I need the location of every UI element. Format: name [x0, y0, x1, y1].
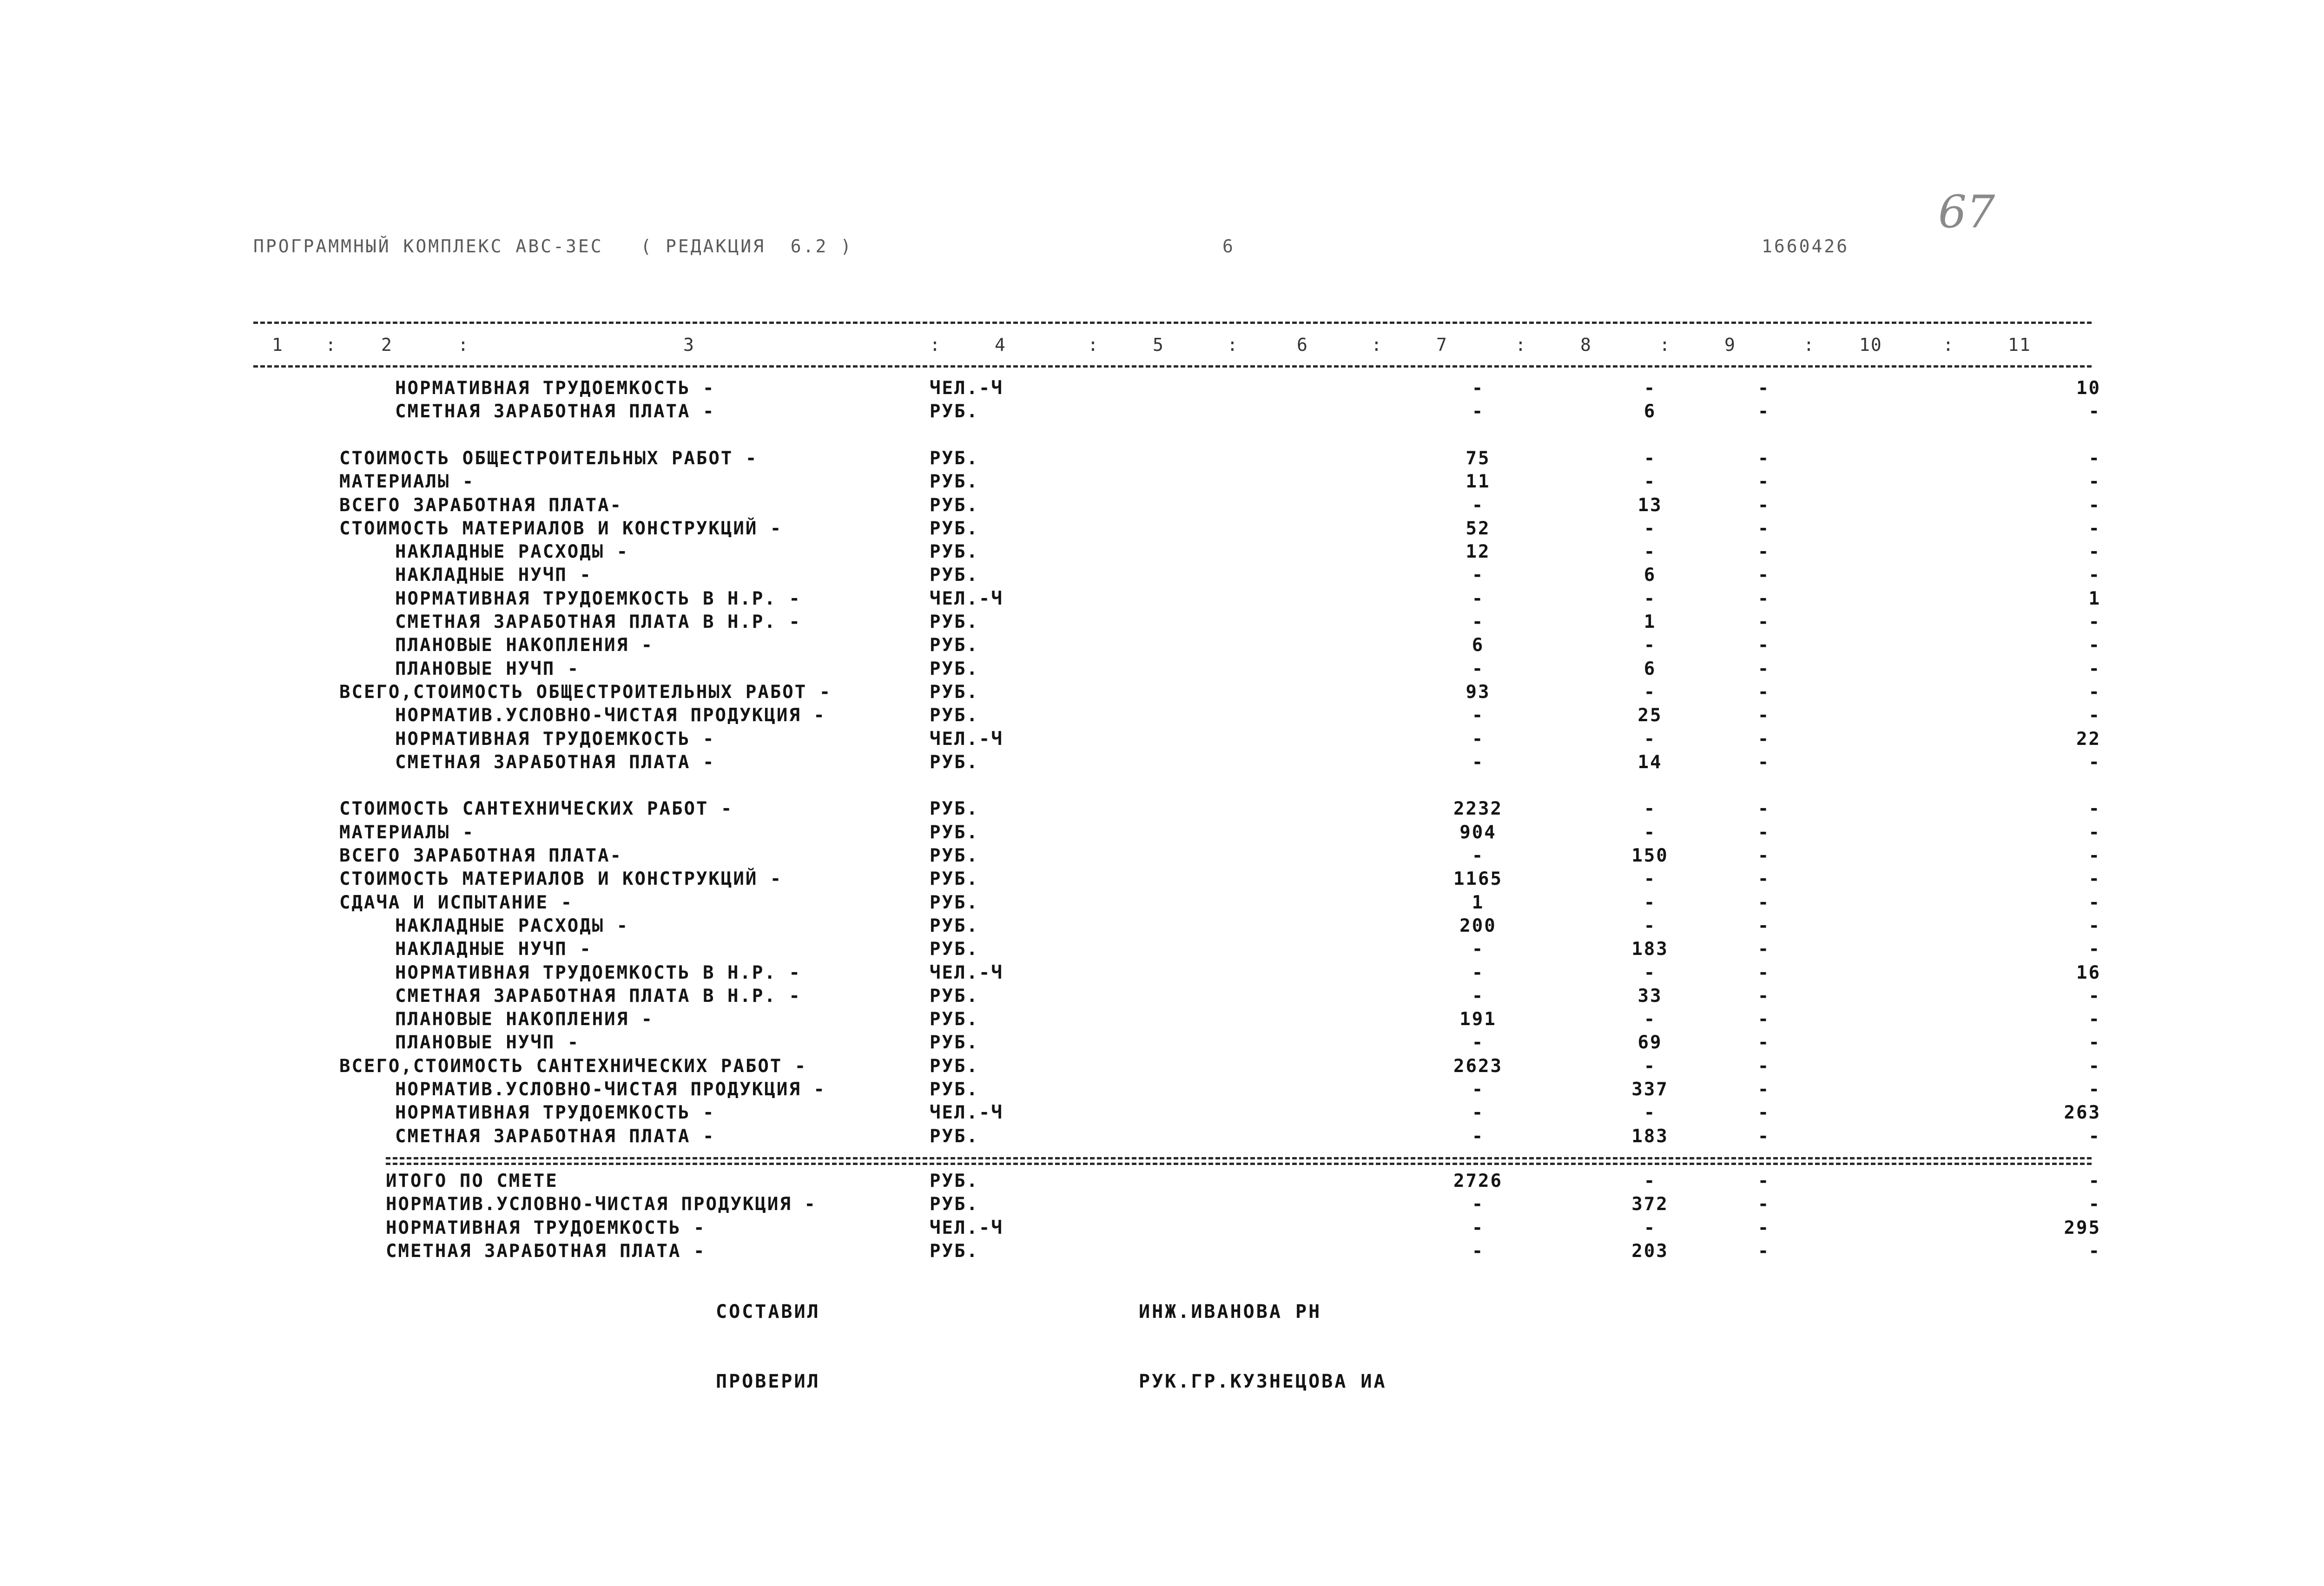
col9-value: -: [1757, 798, 1770, 820]
row-unit: РУБ.: [930, 494, 979, 516]
row-unit: РУБ.: [930, 565, 979, 586]
row-label: НОРМАТИВ.УСЛОВНО-ЧИСТАЯ ПРОДУКЦИЯ -: [395, 705, 826, 726]
table-row: [0, 962, 2324, 986]
col9-value: -: [1757, 1009, 1770, 1030]
col8-value: -: [1644, 892, 1657, 913]
col8-value: -: [1644, 471, 1657, 493]
col11-value: -: [2088, 798, 2101, 820]
col7-value: -: [1472, 1240, 1485, 1262]
row-label: НОРМАТИВ.УСЛОВНО-ЧИСТАЯ ПРОДУКЦИЯ -: [395, 1079, 826, 1100]
row-unit: РУБ.: [930, 915, 979, 936]
row-label: НАКЛАДНЫЕ НУЧП -: [395, 939, 592, 960]
table-row: [0, 892, 2324, 916]
row-label: СДАЧА И ИСПЫТАНИЕ -: [339, 892, 574, 913]
col11-value: -: [2088, 751, 2101, 773]
col8-value: 14: [1637, 751, 1663, 773]
row-unit: РУБ.: [930, 518, 979, 539]
row-unit: ЧЕЛ.-Ч: [930, 962, 1004, 983]
column-separator: :: [1227, 335, 1238, 355]
table-row: [0, 658, 2324, 682]
col8-value: -: [1644, 869, 1657, 890]
col11-value: -: [2088, 1125, 2101, 1147]
col8-value: -: [1644, 588, 1657, 609]
table-row: [0, 448, 2324, 472]
col9-value: -: [1757, 822, 1770, 843]
row-unit: РУБ.: [930, 751, 979, 773]
col9-value: -: [1757, 1079, 1770, 1100]
col9-value: -: [1757, 939, 1770, 960]
table-row: [0, 1032, 2324, 1056]
col9-value: -: [1757, 985, 1770, 1007]
row-label: НОРМАТИВ.УСЛОВНО-ЧИСТАЯ ПРОДУКЦИЯ -: [386, 1194, 817, 1215]
col7-value: 2726: [1453, 1171, 1503, 1191]
col8-value: -: [1644, 378, 1657, 399]
col11-value: -: [2088, 1171, 2101, 1191]
col7-value: -: [1472, 401, 1485, 422]
col9-value: -: [1757, 962, 1770, 983]
row-unit: РУБ.: [930, 798, 979, 820]
table-row: [0, 588, 2324, 612]
col11-value: -: [2088, 635, 2101, 656]
column-header-10: 10: [1859, 335, 1882, 355]
row-label: ПЛАНОВЫЕ НУЧП -: [395, 1032, 580, 1053]
row-unit: РУБ.: [930, 681, 979, 703]
row-label: СМЕТНАЯ ЗАРАБОТНАЯ ПЛАТА -: [395, 1125, 715, 1147]
row-unit: РУБ.: [930, 869, 979, 890]
col11-value: -: [2088, 565, 2101, 586]
row-unit: РУБ.: [930, 1171, 979, 1191]
row-label: НОРМАТИВНАЯ ТРУДОЕМКОСТЬ -: [386, 1217, 706, 1238]
column-header-1: 1: [272, 335, 284, 355]
col11-value: 22: [2076, 728, 2101, 750]
row-label: СМЕТНАЯ ЗАРАБОТНАЯ ПЛАТА В Н.Р. -: [395, 612, 801, 632]
row-label: СМЕТНАЯ ЗАРАБОТНАЯ ПЛАТА -: [386, 1240, 706, 1262]
table-row: [0, 634, 2324, 658]
col7-value: -: [1472, 845, 1485, 866]
row-label: ПЛАНОВЫЕ НУЧП -: [395, 658, 580, 679]
col11-value: -: [2088, 892, 2101, 913]
row-label: СТОИМОСТЬ ОБЩЕСТРОИТЕЛЬНЫХ РАБОТ -: [339, 448, 758, 469]
col9-value: -: [1757, 1102, 1770, 1124]
totals-rule-1: [386, 1157, 2092, 1159]
col9-value: -: [1757, 1240, 1770, 1262]
table-row: [0, 915, 2324, 939]
row-unit: ЧЕЛ.-Ч: [930, 588, 1004, 609]
row-unit: РУБ.: [930, 612, 979, 632]
handwritten-page-number: 67: [1938, 186, 1995, 238]
row-unit: РУБ.: [930, 1125, 979, 1147]
row-label: ВСЕГО ЗАРАБОТНАЯ ПЛАТА-: [339, 494, 623, 516]
col9-value: -: [1757, 1217, 1770, 1238]
col8-value: -: [1644, 448, 1657, 469]
col8-value: -: [1644, 541, 1657, 563]
col11-value: -: [2088, 1194, 2101, 1215]
col11-value: 295: [2064, 1217, 2101, 1238]
col7-value: -: [1472, 751, 1485, 773]
col8-value: 372: [1631, 1194, 1669, 1215]
col8-value: -: [1644, 962, 1657, 983]
column-header-2: 2: [381, 335, 393, 355]
column-separator: :: [930, 335, 940, 355]
column-separator: :: [1515, 335, 1526, 355]
col8-value: 69: [1637, 1032, 1663, 1053]
table-row: [0, 471, 2324, 495]
column-separator: :: [325, 335, 336, 355]
col9-value: -: [1757, 635, 1770, 656]
row-unit: РУБ.: [930, 985, 979, 1007]
col8-value: -: [1644, 728, 1657, 750]
column-separator: :: [1088, 335, 1098, 355]
col9-value: -: [1757, 494, 1770, 516]
row-label: НОРМАТИВНАЯ ТРУДОЕМКОСТЬ В Н.Р. -: [395, 588, 801, 609]
col7-value: 1165: [1453, 869, 1503, 890]
row-label: НОРМАТИВНАЯ ТРУДОЕМКОСТЬ В Н.Р. -: [395, 962, 801, 983]
table-row: [0, 938, 2324, 962]
table-row: [0, 611, 2324, 635]
col7-value: 6: [1472, 635, 1485, 656]
row-label: СТОИМОСТЬ САНТЕХНИЧЕСКИХ РАБОТ -: [339, 798, 733, 820]
row-unit: РУБ.: [930, 892, 979, 913]
table-row: [0, 377, 2324, 401]
table-row: [0, 704, 2324, 729]
col7-value: -: [1472, 728, 1485, 750]
col11-value: -: [2088, 471, 2101, 493]
table-row: [0, 424, 2324, 448]
col11-value: -: [2088, 494, 2101, 516]
col8-value: 6: [1644, 658, 1657, 679]
row-label: НОРМАТИВНАЯ ТРУДОЕМКОСТЬ -: [395, 378, 715, 399]
table-row: [0, 1102, 2324, 1126]
row-unit: РУБ.: [930, 1055, 979, 1077]
col9-value: -: [1757, 915, 1770, 936]
row-label: ИТОГО ПО СМЕТЕ: [386, 1171, 558, 1191]
row-label: НАКЛАДНЫЕ НУЧП -: [395, 565, 592, 586]
row-label: СТОИМОСТЬ МАТЕРИАЛОВ И КОНСТРУКЦИЙ -: [339, 518, 783, 539]
col7-value: 93: [1466, 681, 1491, 703]
col7-value: -: [1472, 1102, 1485, 1124]
row-unit: РУБ.: [930, 658, 979, 679]
col8-value: -: [1644, 1009, 1657, 1030]
col8-value: -: [1644, 1102, 1657, 1124]
col11-value: -: [2088, 681, 2101, 703]
col11-value: -: [2088, 518, 2101, 539]
row-label: СМЕТНАЯ ЗАРАБОТНАЯ ПЛАТА -: [395, 401, 715, 422]
col7-value: 200: [1459, 915, 1497, 936]
col8-value: 13: [1637, 494, 1663, 516]
col11-value: -: [2088, 1055, 2101, 1077]
col8-value: -: [1644, 798, 1657, 820]
col11-value: -: [2088, 541, 2101, 563]
row-label: ПЛАНОВЫЕ НАКОПЛЕНИЯ -: [395, 1009, 654, 1030]
row-unit: РУБ.: [930, 541, 979, 563]
row-unit: РУБ.: [930, 939, 979, 960]
col8-value: -: [1644, 635, 1657, 656]
column-separator: :: [1803, 335, 1814, 355]
column-header-11: 11: [2008, 335, 2031, 355]
col9-value: -: [1757, 565, 1770, 586]
row-unit: РУБ.: [930, 401, 979, 422]
compiled-label: СОСТАВИЛ: [716, 1301, 820, 1323]
row-unit: РУБ.: [930, 1032, 979, 1053]
table-row: [0, 822, 2324, 846]
col11-value: 1: [2088, 588, 2101, 609]
col8-value: -: [1644, 518, 1657, 539]
col8-value: 183: [1631, 939, 1669, 960]
col7-value: -: [1472, 1217, 1485, 1238]
col8-value: -: [1644, 681, 1657, 703]
col11-value: 10: [2076, 378, 2101, 399]
col11-value: -: [2088, 869, 2101, 890]
col11-value: -: [2088, 822, 2101, 843]
col7-value: -: [1472, 1079, 1485, 1100]
column-header-4: 4: [995, 335, 1006, 355]
col8-value: -: [1644, 1171, 1657, 1191]
table-row: [0, 1217, 2324, 1241]
column-separator: :: [1659, 335, 1670, 355]
col8-value: 1: [1644, 612, 1657, 632]
row-label: ВСЕГО ЗАРАБОТНАЯ ПЛАТА-: [339, 845, 623, 866]
column-header-3: 3: [683, 335, 695, 355]
row-label: СМЕТНАЯ ЗАРАБОТНАЯ ПЛАТА -: [395, 751, 715, 773]
row-label: НОРМАТИВНАЯ ТРУДОЕМКОСТЬ -: [395, 1102, 715, 1124]
col7-value: 2623: [1453, 1055, 1503, 1077]
col11-value: -: [2088, 658, 2101, 679]
col11-value: -: [2088, 985, 2101, 1007]
col9-value: -: [1757, 448, 1770, 469]
table-row: [0, 1008, 2324, 1033]
row-unit: РУБ.: [930, 1009, 979, 1030]
checked-label: ПРОВЕРИЛ: [716, 1371, 820, 1392]
col7-value: -: [1472, 705, 1485, 726]
row-unit: РУБ.: [930, 448, 979, 469]
col11-value: -: [2088, 939, 2101, 960]
col9-value: -: [1757, 588, 1770, 609]
row-label: НОРМАТИВНАЯ ТРУДОЕМКОСТЬ -: [395, 728, 715, 750]
col8-value: 203: [1631, 1240, 1669, 1262]
row-unit: РУБ.: [930, 822, 979, 843]
col7-value: 2232: [1453, 798, 1503, 820]
column-separator: :: [1943, 335, 1954, 355]
col7-value: -: [1472, 962, 1485, 983]
table-row: [0, 798, 2324, 822]
row-label: МАТЕРИАЛЫ -: [339, 471, 475, 493]
column-separator: :: [1371, 335, 1382, 355]
col9-value: -: [1757, 1125, 1770, 1147]
col8-value: 6: [1644, 401, 1657, 422]
col7-value: -: [1472, 1032, 1485, 1053]
col9-value: -: [1757, 1055, 1770, 1077]
col9-value: -: [1757, 845, 1770, 866]
col9-value: -: [1757, 681, 1770, 703]
col7-value: 1: [1472, 892, 1485, 913]
table-row: [0, 868, 2324, 892]
row-unit: РУБ.: [930, 471, 979, 493]
table-row: [0, 1055, 2324, 1079]
col7-value: -: [1472, 378, 1485, 399]
col7-value: -: [1472, 985, 1485, 1007]
col9-value: -: [1757, 1171, 1770, 1191]
table-row: [0, 494, 2324, 519]
col11-value: -: [2088, 705, 2101, 726]
col8-value: 337: [1631, 1079, 1669, 1100]
col11-value: -: [2088, 448, 2101, 469]
table-row: [0, 518, 2324, 542]
col7-value: -: [1472, 658, 1485, 679]
col7-value: 12: [1466, 541, 1491, 563]
col9-value: -: [1757, 869, 1770, 890]
col9-value: -: [1757, 892, 1770, 913]
totals-rule-2: [386, 1163, 2092, 1165]
col11-value: -: [2088, 1032, 2101, 1053]
column-header-6: 6: [1297, 335, 1308, 355]
col11-value: -: [2088, 845, 2101, 866]
col8-value: 183: [1631, 1125, 1669, 1147]
col9-value: -: [1757, 518, 1770, 539]
row-label: ВСЕГО,СТОИМОСТЬ САНТЕХНИЧЕСКИХ РАБОТ -: [339, 1055, 807, 1077]
col7-value: 904: [1459, 822, 1497, 843]
row-label: МАТЕРИАЛЫ -: [339, 822, 475, 843]
table-row: [0, 985, 2324, 1009]
table-row: [0, 401, 2324, 425]
table-row: [0, 775, 2324, 799]
col9-value: -: [1757, 705, 1770, 726]
sheet-number: 6: [1222, 236, 1235, 257]
table-row: [0, 751, 2324, 776]
col9-value: -: [1757, 401, 1770, 422]
col8-value: 6: [1644, 565, 1657, 586]
document-code: 1660426: [1762, 236, 1849, 257]
column-header-5: 5: [1153, 335, 1164, 355]
row-unit: РУБ.: [930, 1194, 979, 1215]
row-label: НАКЛАДНЫЕ РАСХОДЫ -: [395, 915, 629, 936]
col9-value: -: [1757, 378, 1770, 399]
col11-value: -: [2088, 1079, 2101, 1100]
row-unit: РУБ.: [930, 1079, 979, 1100]
col9-value: -: [1757, 471, 1770, 493]
program-header: ПРОГРАММНЫЙ КОМПЛЕКС АВС-ЗЕС ( РЕДАКЦИЯ 6.2 ): [253, 236, 853, 257]
row-label: СМЕТНАЯ ЗАРАБОТНАЯ ПЛАТА В Н.Р. -: [395, 985, 801, 1007]
row-label: ПЛАНОВЫЕ НАКОПЛЕНИЯ -: [395, 635, 654, 656]
table-row: [0, 1079, 2324, 1103]
col7-value: -: [1472, 939, 1485, 960]
col7-value: -: [1472, 565, 1485, 586]
col11-value: 263: [2064, 1102, 2101, 1124]
checked-name: РУК.ГР.КУЗНЕЦОВА ИА: [1139, 1371, 1387, 1392]
table-row: [0, 728, 2324, 752]
col7-value: -: [1472, 1194, 1485, 1215]
col11-value: -: [2088, 915, 2101, 936]
col8-value: 150: [1631, 845, 1669, 866]
row-label: НАКЛАДНЫЕ РАСХОДЫ -: [395, 541, 629, 563]
row-unit: РУБ.: [930, 1240, 979, 1262]
col9-value: -: [1757, 1194, 1770, 1215]
col8-value: 33: [1637, 985, 1663, 1007]
column-header-9: 9: [1724, 335, 1736, 355]
col8-value: 25: [1637, 705, 1663, 726]
col8-value: -: [1644, 1055, 1657, 1077]
row-unit: РУБ.: [930, 705, 979, 726]
row-unit: РУБ.: [930, 845, 979, 866]
table-top-rule: [253, 322, 2092, 324]
col7-value: -: [1472, 1125, 1485, 1147]
col7-value: -: [1472, 612, 1485, 632]
table-row: [0, 541, 2324, 565]
table-row: [0, 681, 2324, 705]
row-unit: ЧЕЛ.-Ч: [930, 1217, 1004, 1238]
row-unit: ЧЕЛ.-Ч: [930, 728, 1004, 750]
col11-value: -: [2088, 612, 2101, 632]
col11-value: -: [2088, 1240, 2101, 1262]
row-unit: ЧЕЛ.-Ч: [930, 1102, 1004, 1124]
column-separator: :: [458, 335, 469, 355]
col7-value: 75: [1466, 448, 1491, 469]
row-unit: РУБ.: [930, 635, 979, 656]
col7-value: 52: [1466, 518, 1491, 539]
col9-value: -: [1757, 612, 1770, 632]
table-row: [0, 1170, 2324, 1194]
col8-value: -: [1644, 915, 1657, 936]
table-row: [0, 845, 2324, 869]
col9-value: -: [1757, 658, 1770, 679]
row-label: СТОИМОСТЬ МАТЕРИАЛОВ И КОНСТРУКЦИЙ -: [339, 869, 783, 890]
table-row: [0, 1193, 2324, 1217]
table-row: [0, 1125, 2324, 1150]
row-unit: ЧЕЛ.-Ч: [930, 378, 1004, 399]
col8-value: -: [1644, 822, 1657, 843]
table-row: [0, 1240, 2324, 1264]
compiled-name: ИНЖ.ИВАНОВА РН: [1139, 1301, 1322, 1323]
row-label: ВСЕГО,СТОИМОСТЬ ОБЩЕСТРОИТЕЛЬНЫХ РАБОТ -: [339, 681, 832, 703]
col7-value: -: [1472, 494, 1485, 516]
col9-value: -: [1757, 728, 1770, 750]
col9-value: -: [1757, 751, 1770, 773]
col7-value: 11: [1466, 471, 1491, 493]
col11-value: 16: [2076, 962, 2101, 983]
col7-value: -: [1472, 588, 1485, 609]
table-row: [0, 564, 2324, 588]
column-header-8: 8: [1580, 335, 1592, 355]
column-header-7: 7: [1436, 335, 1448, 355]
col9-value: -: [1757, 1032, 1770, 1053]
col8-value: -: [1644, 1217, 1657, 1238]
col11-value: -: [2088, 401, 2101, 422]
col9-value: -: [1757, 541, 1770, 563]
table-header-rule: [253, 365, 2092, 368]
col7-value: 191: [1459, 1009, 1497, 1030]
col11-value: -: [2088, 1009, 2101, 1030]
